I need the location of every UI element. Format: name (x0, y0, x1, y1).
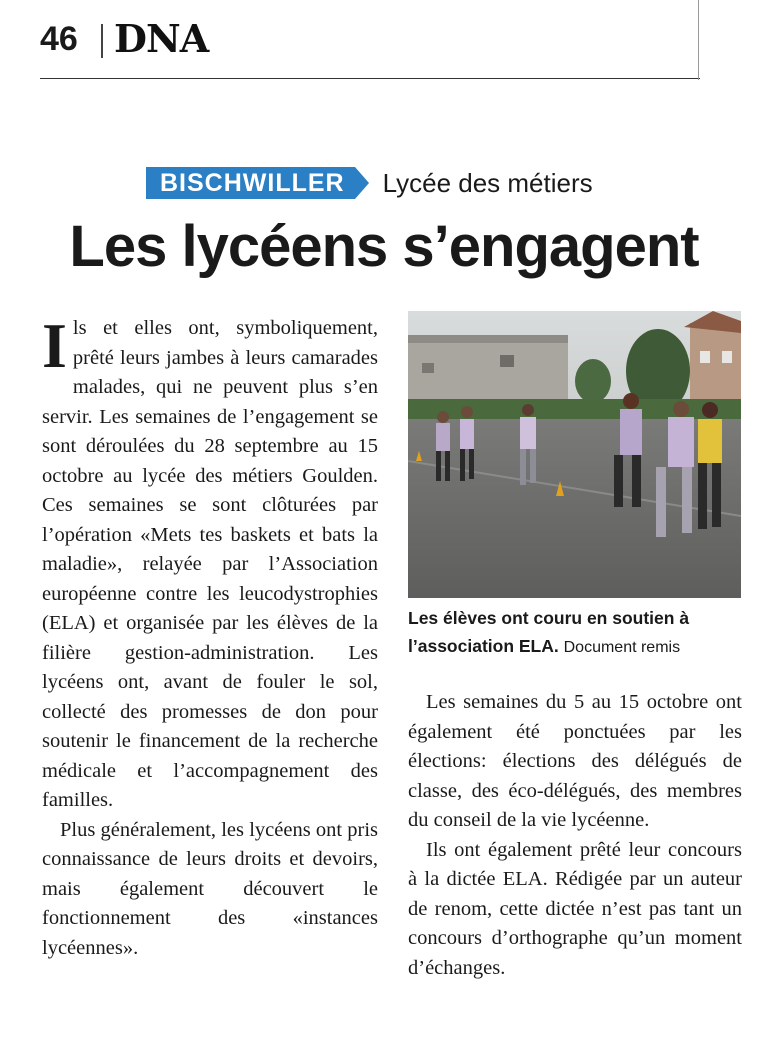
page-number: 46 (40, 20, 78, 58)
location-tag: BISCHWILLER (146, 167, 355, 199)
page-header (0, 0, 768, 80)
kicker (146, 167, 593, 199)
paragraph-4: Ils ont également prêté leur concours à la dictée ELA. Rédigée par un auteur de renom, cette dictée n’est pas tant un concours d’orthographe qu’un moment d’échanges. (408, 838, 742, 979)
newspaper-logo: DNA (114, 16, 209, 61)
article-column-right (408, 688, 742, 983)
photo-credit: Document remis (563, 639, 681, 656)
photo-caption (408, 604, 748, 662)
caption-text: Les élèves ont couru en soutien à l’association ELA. (408, 608, 690, 656)
drop-cap: I (42, 310, 67, 381)
article-column-left (42, 310, 378, 963)
article-photo (408, 311, 741, 598)
article-headline: Les lycéens s’engagent (69, 214, 699, 279)
paragraph-1-text: ls et elles ont, symboliquement, prêté leurs jambes à leurs camarades malades, qui ne peuvent plus s’en servir. Les semaines de l’engagement se sont déroulées du 28 septembre au 15 octobre au lycée des métiers Goulden. Ces semaines se sont clôturées par l’opération «Mets tes baskets et bats la maladie», relayée par l’Association européenne contre les leucodystrophies (ELA) et organisée par les élèves de la filière gestion-administration. Les lycéens ont, avant de fouler le sol, collecté des promesses de don pour soutenir le financement de la recherche médicale et l’accompagnement des familles. (42, 317, 378, 811)
paragraph-3: Les semaines du 5 au 15 octobre ont également été ponctuées par les élections: élections des délégués de classe, des éco-délégués, des membres du conseil de la vie lycéenne. (408, 691, 742, 831)
header-rule (40, 78, 700, 79)
paragraph-2: Plus généralement, les lycéens ont pris connaissance de leurs droits et devoirs, mais également découvert le fonctionnement des «instances lycéennes». (42, 818, 378, 959)
paragraph-1 (42, 310, 378, 816)
header-vertical-rule (698, 0, 699, 80)
kicker-subtitle: Lycée des métiers (382, 167, 593, 198)
running-students-photo (408, 311, 741, 598)
header-separator (101, 24, 103, 58)
